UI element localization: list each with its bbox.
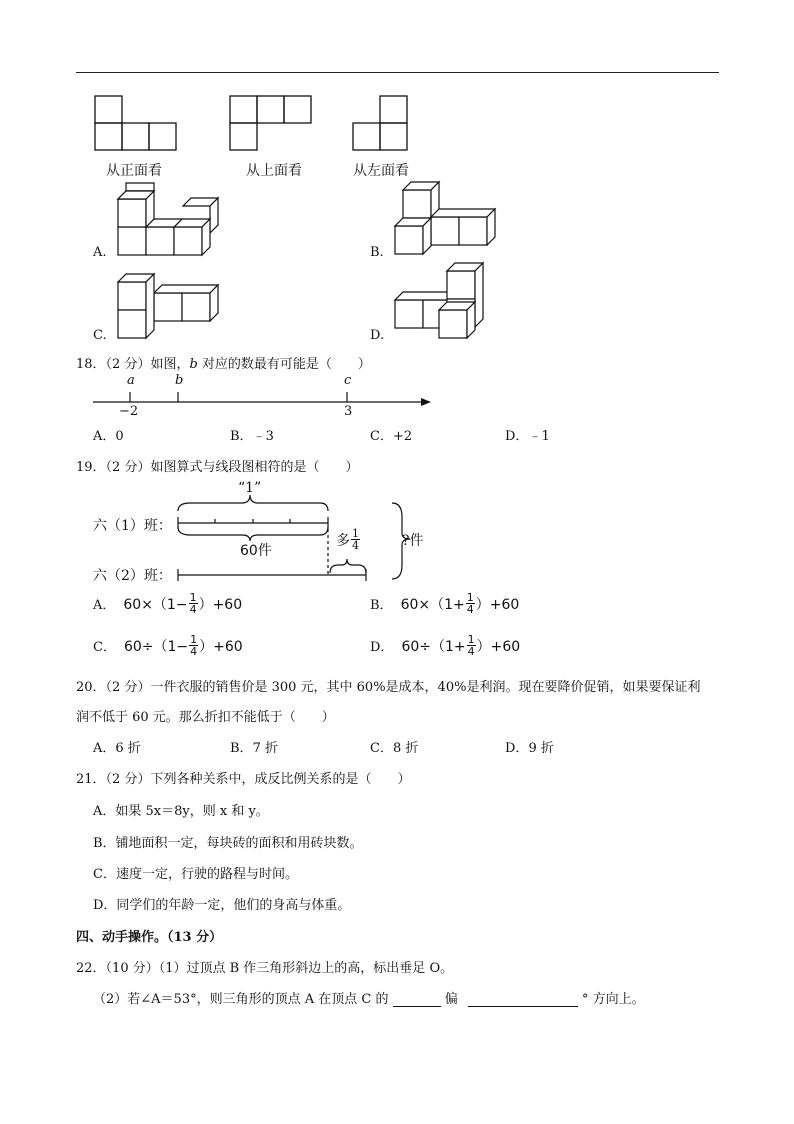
q18-option-b: B．﹣3 — [230, 429, 274, 444]
q22-line1: 22．（10 分）（1）过顶点 B 作三角形斜边上的高，标出垂足 O。 — [76, 961, 454, 976]
q22-blank-1[interactable] — [393, 991, 441, 1007]
number-line-label-b: b — [175, 373, 184, 388]
q19-option-d: D． 60÷（1+ $\frac{1}{4}$ ）+60 — [370, 633, 521, 658]
q17-option-d: D. — [370, 328, 385, 343]
q18-option-d: D．﹣1 — [505, 429, 550, 444]
q20-option-a: A．6 折 — [93, 741, 141, 756]
view-label-top: 从上面看 — [246, 163, 302, 179]
q20-stem-line2: 润不低于 60 元。那么折扣不能低于（ ） — [76, 710, 335, 725]
q17-option-a: A. — [93, 245, 107, 260]
q21-option-a: A．如果 5x＝8y，则 x 和 y。 — [93, 804, 269, 819]
top-view-figure — [230, 96, 312, 152]
q17-option-c: C. — [93, 328, 107, 343]
view-label-front: 从正面看 — [106, 163, 162, 179]
q21-option-b: B．铺地面积一定，每块砖的面积和用砖块数。 — [93, 836, 363, 851]
segment-label-one: “1” — [238, 480, 262, 496]
q20-option-b: B．7 折 — [230, 741, 278, 756]
q18-stem: 18．（2 分）如图，b 对应的数最有可能是（ ） — [76, 357, 371, 372]
q19-stem: 19．（2 分）如图算式与线段图相符的是（ ） — [76, 460, 359, 475]
q21-stem: 21．（2 分）下列各种关系中，成反比例关系的是（ ） — [76, 772, 411, 787]
left-view-figure — [353, 96, 409, 152]
number-line-tick-3: 3 — [344, 404, 353, 419]
segment-diagram — [170, 495, 420, 585]
header-rule — [76, 72, 719, 73]
segment-question-label: ?件 — [402, 533, 424, 549]
q22-blank-2[interactable] — [468, 991, 578, 1007]
segment-class2-label: 六（2）班： — [93, 568, 172, 584]
segment-class1-label: 六（1）班： — [93, 518, 172, 534]
q17-cubes-c — [118, 268, 228, 338]
q21-option-d: D．同学们的年龄一定，他们的身高与体重。 — [93, 898, 351, 913]
number-line — [93, 374, 433, 420]
q21-option-c: C．速度一定，行驶的路程与时间。 — [93, 867, 298, 882]
q22-line2: （2）若∠A＝53°，则三角形的顶点 A 在顶点 C 的 偏 ° 方向上。 — [93, 992, 645, 1007]
segment-pieces-label: 60件 — [240, 543, 272, 559]
q17-cubes-a — [118, 180, 228, 260]
q19-option-a: A． 60×（1− $\frac{1}{4}$ ）+60 — [93, 591, 243, 616]
q18-option-a: A．0 — [93, 429, 124, 444]
q17-cubes-b — [393, 180, 503, 260]
q18-option-c: C．+2 — [370, 429, 413, 444]
number-line-label-c: c — [344, 373, 352, 388]
view-label-left: 从左面看 — [353, 163, 409, 179]
section-4-heading: 四、动手操作。（13 分） — [76, 930, 223, 945]
more-fraction: $\frac{1}{4}$ — [352, 527, 359, 552]
number-line-label-a: a — [127, 373, 135, 388]
segment-more-label: 多 $\frac{1}{4}$ — [336, 527, 359, 552]
front-view-figure — [95, 96, 177, 152]
q19-option-b: B． 60×（1+ $\frac{1}{4}$ ）+60 — [370, 591, 520, 616]
q17-cubes-d — [393, 262, 503, 342]
number-line-tick-neg2: −2 — [119, 404, 139, 419]
q20-stem-line1: 20．（2 分）一件衣服的销售价是 300 元，其中 60%是成本，40%是利润。现在要降价促销，如果要保证利 — [76, 680, 701, 695]
q19-option-c: C． 60÷（1− $\frac{1}{4}$ ）+60 — [93, 633, 243, 658]
q20-option-c: C．8 折 — [370, 741, 419, 756]
q20-option-d: D．9 折 — [505, 741, 554, 756]
q17-option-b: B. — [370, 245, 384, 260]
